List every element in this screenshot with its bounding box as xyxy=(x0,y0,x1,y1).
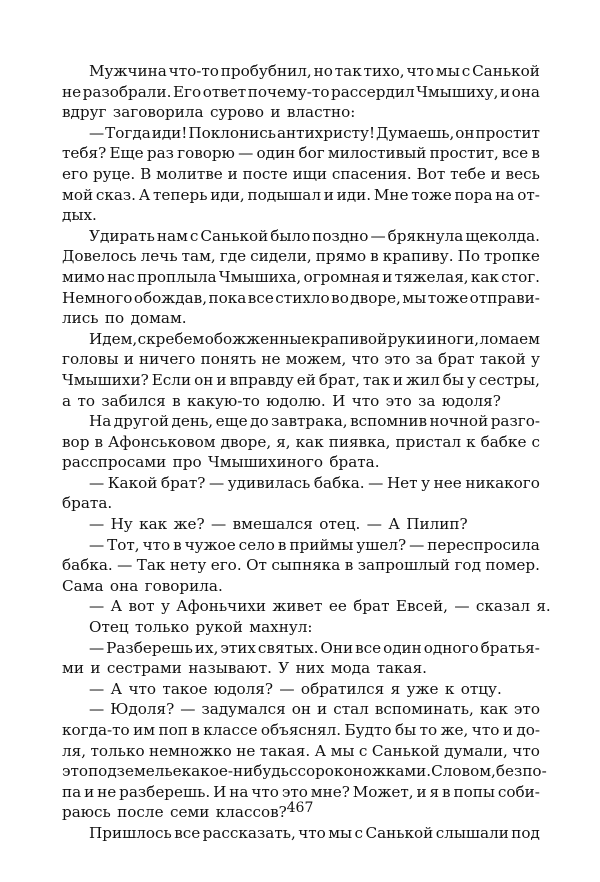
text-line: это подземелье какое-нибудь с сороконожками. Словом, без по- xyxy=(62,762,547,781)
text-line: тебя? Еще раз говорю — один бог милостивый простит, все в xyxy=(62,144,540,163)
text-line: а то забился в какую-то юдолю. И что это за юдоля? xyxy=(62,391,501,410)
text-line: дых. xyxy=(62,206,97,225)
text-line: его руце. В молитве и посте ищи спасения. Вот тебе и весь xyxy=(62,164,540,183)
text-line: не разобрали. Его ответ почему-то рассердил Чмышиху, и она xyxy=(62,82,540,101)
text-line: Немного обождав, пока все стихло во дворе, мы тоже отправи- xyxy=(62,288,540,307)
text-line: когда-то им поп в классе объяснял. Будто бы то же, что и до- xyxy=(62,721,540,739)
text-line: вор в Афонськовом дворе, я, как пиявка, пристал к бабке с xyxy=(62,432,540,451)
text-line: — Какой брат? — удивилась бабка. — Нет у нее никакого xyxy=(89,473,540,492)
text-line: Чмышихи? Если он и вправду ей брат, так и жил бы у сестры, xyxy=(62,370,540,389)
text-line: лись по домам. xyxy=(62,309,187,328)
text-line: На другой день, еще до завтрака, вспомнив ночной разго- xyxy=(89,412,540,431)
page-text-block xyxy=(62,61,551,844)
text-line: бабка. — Так нету его. От сыпняка в запрошлый год помер. xyxy=(62,556,540,575)
text-line: — Юдоля? — задумался он и стал вспоминать, как это xyxy=(89,700,540,719)
text-line: Удирать нам с Санькой было поздно — брякнула щеколда. xyxy=(89,226,540,245)
text-line: мимо нас проплыла Чмышиха, огромная и тяжелая, как стог. xyxy=(62,267,540,286)
text-line: Пришлось все рассказать, что мы с Санькой слышали под xyxy=(89,823,540,842)
text-line: расспросами про Чмышихиного брата. xyxy=(62,453,380,472)
text-line: раюсь после семи классов? xyxy=(62,803,287,822)
text-line: Идем, скребем обожженные крапивой руки и ноги, ломаем xyxy=(89,329,540,348)
text-line: — Ну как же? — вмешался отец. — А Пилип? xyxy=(89,515,468,534)
text-line: вдруг заговорила сурово и властно: xyxy=(62,103,356,122)
text-line: мой сказ. А теперь иди, подышал и иди. Мне тоже пора на от- xyxy=(62,185,540,204)
text-line: — А вот у Афоньчихи живет ее брат Евсей, — сказал я. xyxy=(89,597,551,616)
text-line: па и не разберешь. И на что это мне? Может, и я в попы соби- xyxy=(62,782,540,801)
text-line: брата. xyxy=(62,494,113,513)
text-line: головы и ничего понять не можем, что это за брат такой у xyxy=(62,350,540,369)
text-line: — Тогда иди! Поклонись антихристу! Думаешь, он простит xyxy=(89,123,540,142)
text-line: — Тот, что в чужое село в приймы ушел? — переспросила xyxy=(89,535,540,554)
text-line: — А что такое юдоля? — обратился я уже к отцу. xyxy=(89,679,502,698)
text-line: Сама она говорила. xyxy=(62,576,223,595)
text-line: Отец только рукой махнул: xyxy=(89,618,313,637)
text-line: ля, только немножко не такая. А мы с Санькой думали, что xyxy=(62,741,540,760)
text-line: Мужчина что-то пробубнил, но так тихо, что мы с Санькой xyxy=(89,62,540,80)
text-line: ми и сестрами называют. У них мода такая. xyxy=(62,659,428,678)
page-number: 467 xyxy=(286,800,314,816)
text-line: — Разберешь их, этих святых. Они все один одного братья- xyxy=(89,638,540,657)
text-line: Довелось лечь там, где сидели, прямо в крапиву. По тропке xyxy=(62,247,540,266)
